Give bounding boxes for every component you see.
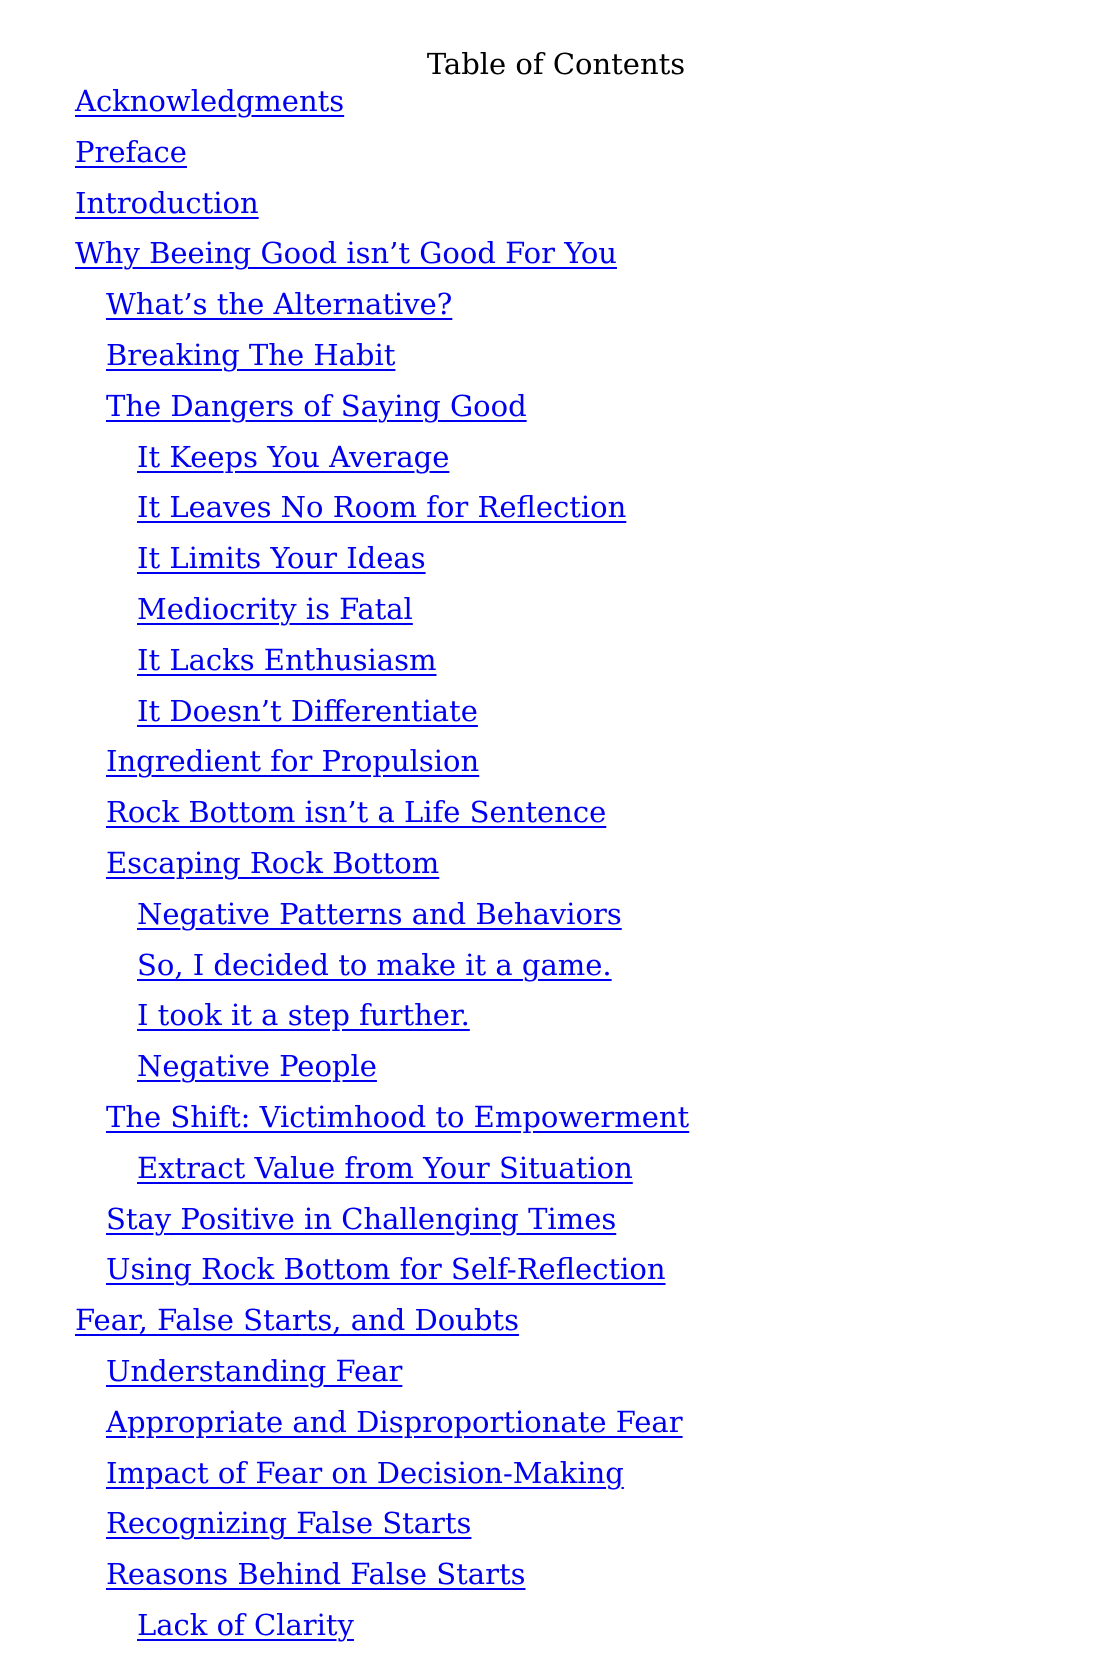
toc-link[interactable]: Why Beeing Good isn’t Good For You (75, 236, 617, 271)
toc-item (75, 1350, 689, 1401)
toc-link[interactable]: Negative People (137, 1049, 377, 1084)
toc-link[interactable]: Introduction (75, 185, 259, 220)
toc-item (75, 334, 689, 385)
toc-item (75, 182, 689, 233)
toc-item (75, 639, 689, 690)
toc-link[interactable]: It Limits Your Ideas (137, 541, 426, 576)
toc-item (75, 994, 689, 1045)
toc-item (75, 1502, 689, 1553)
toc-link[interactable]: What’s the Alternative? (106, 287, 453, 322)
toc-item (75, 1452, 689, 1503)
toc-item (75, 690, 689, 741)
toc-item (75, 1401, 689, 1452)
toc-list (75, 80, 689, 1655)
toc-item (75, 1147, 689, 1198)
toc-link[interactable]: It Leaves No Room for Reflection (137, 490, 627, 525)
toc-link[interactable]: Rock Bottom isn’t a Life Sentence (106, 795, 607, 830)
toc-item (75, 1198, 689, 1249)
toc-link[interactable]: Ingredient for Propulsion (106, 744, 480, 779)
toc-item (75, 537, 689, 588)
toc-link[interactable]: Preface (75, 134, 187, 169)
toc-link[interactable]: Impact of Fear on Decision-Making (106, 1455, 624, 1490)
toc-item (75, 385, 689, 436)
toc-item (75, 80, 689, 131)
toc-item (75, 944, 689, 995)
toc-item (75, 131, 689, 182)
toc-link[interactable]: Understanding Fear (106, 1353, 403, 1388)
page-title: Table of Contents (426, 47, 686, 81)
toc-link[interactable]: Escaping Rock Bottom (106, 845, 440, 880)
toc-link[interactable]: So, I decided to make it a game. (137, 947, 612, 982)
toc-link[interactable]: Breaking The Habit (106, 337, 396, 372)
toc-link[interactable]: I took it a step further. (137, 998, 470, 1033)
toc-link[interactable]: Lack of Clarity (137, 1607, 354, 1642)
toc-link[interactable]: It Lacks Enthusiasm (137, 642, 437, 677)
toc-item (75, 1299, 689, 1350)
toc-link[interactable]: Negative Patterns and Behaviors (137, 896, 622, 931)
toc-item (75, 740, 689, 791)
toc-link[interactable]: Recognizing False Starts (106, 1506, 472, 1541)
toc-item (75, 283, 689, 334)
toc-link[interactable]: Appropriate and Disproportionate Fear (106, 1404, 683, 1439)
toc-item (75, 486, 689, 537)
toc-link[interactable]: The Dangers of Saying Good (106, 388, 527, 423)
toc-item (75, 588, 689, 639)
toc-item (75, 791, 689, 842)
toc-item (75, 1096, 689, 1147)
toc-item (75, 1604, 689, 1655)
toc-link[interactable]: Fear, False Starts, and Doubts (75, 1303, 519, 1338)
toc-link[interactable]: Reasons Behind False Starts (106, 1557, 526, 1592)
toc-link[interactable]: Stay Positive in Challenging Times (106, 1201, 617, 1236)
toc-link[interactable]: It Keeps You Average (137, 439, 450, 474)
toc-item (75, 842, 689, 893)
toc-link[interactable]: Mediocrity is Fatal (137, 591, 413, 626)
toc-item (75, 1248, 689, 1299)
toc-link[interactable]: The Shift: Victimhood to Empowerment (106, 1099, 690, 1134)
toc-item (75, 893, 689, 944)
toc-link[interactable]: It Doesn’t Differentiate (137, 693, 478, 728)
toc-link[interactable]: Acknowledgments (75, 84, 345, 118)
toc-item (75, 1553, 689, 1604)
toc-link[interactable]: Using Rock Bottom for Self-Reflection (106, 1252, 666, 1287)
toc-item (75, 1045, 689, 1096)
toc-item (75, 232, 689, 283)
toc-link[interactable]: Extract Value from Your Situation (137, 1150, 633, 1185)
toc-item (75, 436, 689, 487)
